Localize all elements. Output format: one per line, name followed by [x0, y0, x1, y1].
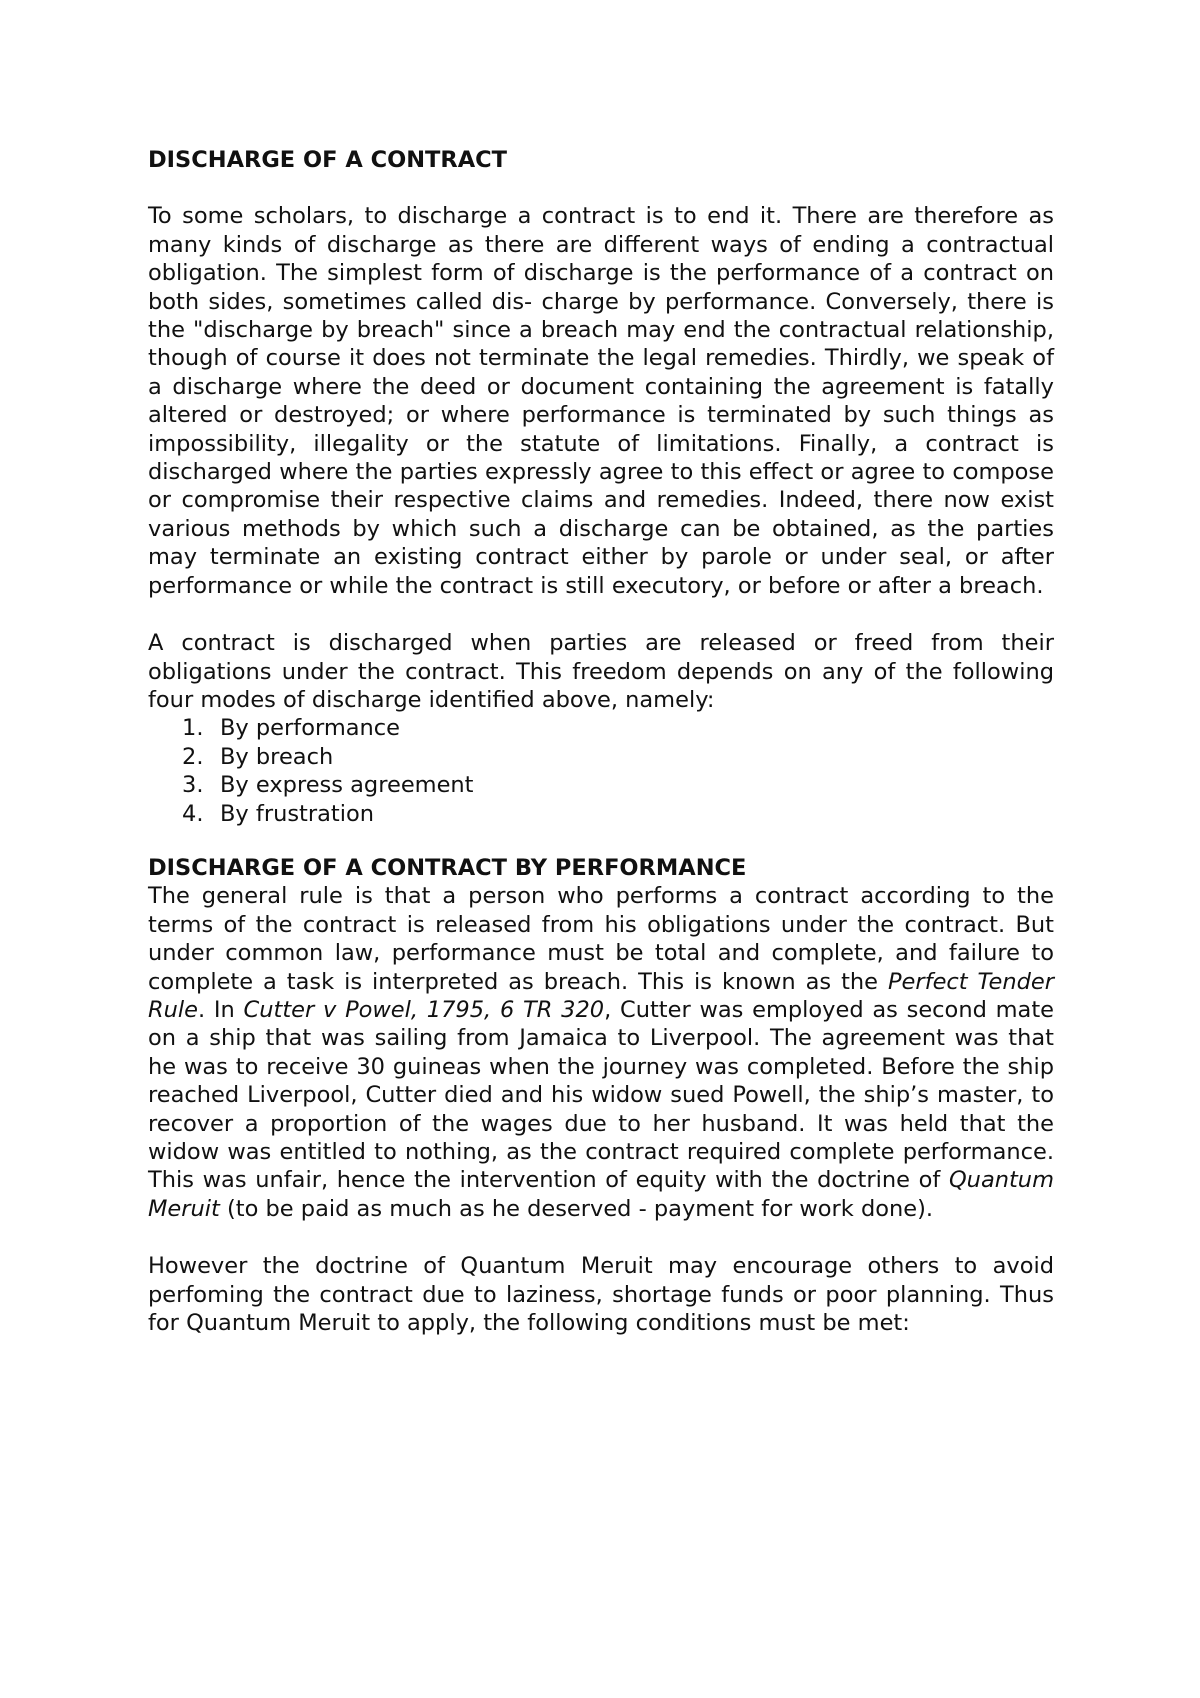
modes-list: [148, 714, 1054, 828]
list-item: [182, 800, 1054, 828]
performance-paragraph: [148, 882, 1054, 1223]
performance-text: (to be paid as much as he deserved - payment for work done).: [219, 1195, 934, 1222]
intro-paragraph: To some scholars, to discharge a contract is to end it. There are therefore as many kinds of discharge as there are different ways of ending a contractual obligation. The simplest form of discharge is the performance of a contract on both sides, sometimes called dis- charge by performance. Conversely, there is the "discharge by breach" since a breach may end the contractual relationship, though of course it does not terminate the legal remedies. Thirdly, we speak of a discharge where the deed or document containing the agreement is fatally altered or destroyed; or where performance is terminated by such things as impossibility, illegality or the statute of limitations. Finally, a contract is discharged where the parties expressly agree to this effect or agree to compose or compromise their respective claims and remedies. Indeed, there now exist various methods by which such a discharge can be obtained, as the parties may terminate an existing contract either by parole or under seal, or after performance or while the contract is still executory, or before or after a breach.: [148, 203, 1054, 599]
list-item-number: 1.: [182, 715, 204, 742]
list-item-text: By frustration: [220, 800, 375, 827]
list-item: [182, 743, 1054, 771]
list-item: [182, 714, 1054, 742]
rule-name: Perfect Tender Rule: [148, 968, 1054, 1023]
list-item-text: By breach: [220, 743, 334, 770]
list-item: [182, 771, 1054, 799]
list-item-number: 2.: [182, 743, 204, 770]
list-item-text: By performance: [220, 715, 400, 742]
section-heading: DISCHARGE OF A CONTRACT BY PERFORMANCE: [148, 854, 747, 881]
page-title: DISCHARGE OF A CONTRACT: [148, 147, 508, 173]
list-item-number: 4.: [182, 800, 204, 827]
list-item-number: 3.: [182, 772, 204, 799]
list-item-text: By express agreement: [220, 772, 474, 799]
doctrine-name: Quantum Meruit: [148, 1167, 1054, 1222]
performance-text: , Cutter was employed as second mate on a ship that was sailing from Jamaica to Liverpool. The agreement was that he was to receive 30 guineas when the journey was completed. Before the ship reached Liverpool, Cutter died and his widow sued Powell, the ship’s master, to recover a proportion of the wages due to her husband. It was held that the widow was entitled to nothing, as the contract required complete performance. This was unfair, hence the intervention of equity with the doctrine of: [148, 996, 1054, 1194]
performance-text: . In: [198, 996, 244, 1023]
performance-text: The general rule is that a person who performs a contract according to the terms of the contract is released from his obligations under the contract. But under common law, performance must be total and complete, and failure to complete a task is interpreted as breach. This is known as the: [148, 883, 1054, 995]
document-page: [148, 146, 1054, 1337]
case-citation: Cutter v Powel, 1795, 6 TR 320: [243, 996, 605, 1023]
quantum-meruit-paragraph: However the doctrine of Quantum Meruit may encourage others to avoid perfoming the contract due to laziness, shortage funds or poor planning. Thus for Quantum Meruit to apply, the following conditions must be met:: [148, 1253, 1054, 1337]
modes-intro-paragraph: A contract is discharged when parties are released or freed from their obligations under the contract. This freedom depends on any of the following four modes of discharge identified above, namely:: [148, 630, 1054, 713]
